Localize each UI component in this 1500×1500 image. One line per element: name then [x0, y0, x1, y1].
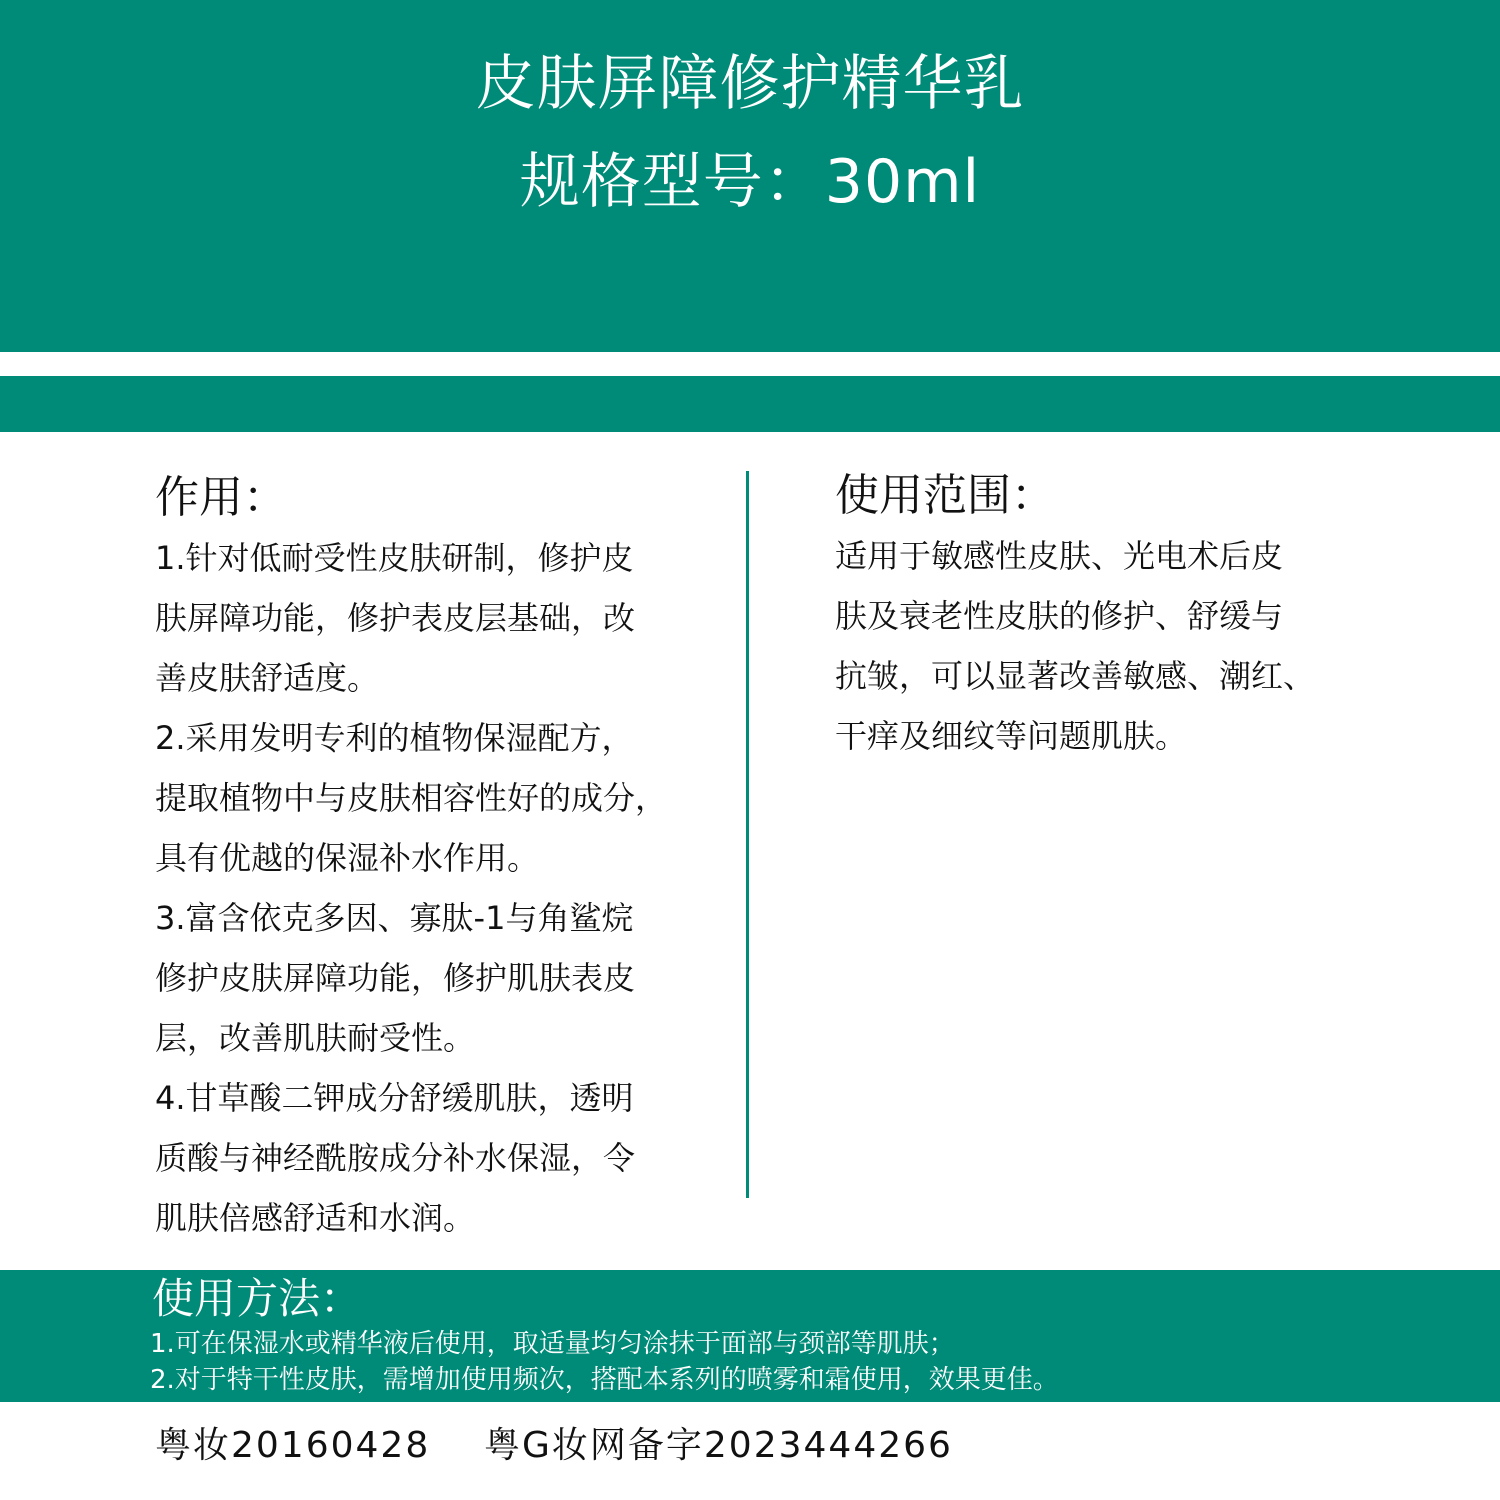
effects-line: 3.富含依克多因、寡肽-1与角鲨烷	[155, 899, 634, 937]
product-title: 皮肤屏障修护精华乳	[475, 49, 1025, 119]
effects-line: 肤屏障功能，修护表皮层基础，改	[155, 599, 636, 637]
scope-line: 适用于敏感性皮肤、光电术后皮	[835, 537, 1284, 575]
scope-section	[835, 468, 1395, 766]
effects-line: 质酸与神经酰胺成分补水保湿，令	[155, 1139, 636, 1177]
scope-title: 使用范围：	[835, 470, 1055, 521]
usage-step-2: 2.对于特干性皮肤，需增加使用频次，搭配本系列的喷雾和霜使用，效果更佳。	[150, 1365, 1059, 1395]
scope-line: 抗皱，可以显著改善敏感、潮红、	[835, 657, 1316, 695]
effects-title: 作用：	[155, 472, 287, 523]
effects-line: 1.针对低耐受性皮肤研制，修护皮	[155, 539, 634, 577]
decorative-band	[0, 376, 1500, 432]
effects-line: 2.采用发明专利的植物保湿配方，	[155, 719, 634, 757]
effects-section	[155, 470, 715, 1248]
effects-line: 层，改善肌肤耐受性。	[155, 1019, 476, 1057]
effects-line: 修护皮肤屏障功能，修护肌肤表皮	[155, 959, 636, 997]
scope-line: 干痒及细纹等问题肌肤。	[835, 717, 1188, 755]
effects-line: 提取植物中与皮肤相容性好的成分，	[155, 779, 668, 817]
usage-step-1: 1.可在保湿水或精华液后使用，取适量均匀涂抹于面部与颈部等肌肤；	[150, 1329, 955, 1359]
effects-line: 4.甘草酸二钾成分舒缓肌肤，透明	[155, 1079, 634, 1117]
header-banner	[0, 0, 1500, 352]
effects-line: 具有优越的保湿补水作用。	[155, 839, 540, 877]
usage-section	[0, 1270, 1500, 1402]
effects-line: 肌肤倍感舒适和水润。	[155, 1199, 476, 1237]
scope-line: 肤及衰老性皮肤的修护、舒缓与	[835, 597, 1284, 635]
registration-numbers: 粤妆20160428 粤G妆网备字2023444266	[155, 1425, 953, 1466]
effects-line: 善皮肤舒适度。	[155, 659, 380, 697]
column-divider	[746, 471, 749, 1198]
usage-title: 使用方法：	[152, 1274, 363, 1323]
product-spec: 规格型号：30ml	[519, 147, 981, 217]
